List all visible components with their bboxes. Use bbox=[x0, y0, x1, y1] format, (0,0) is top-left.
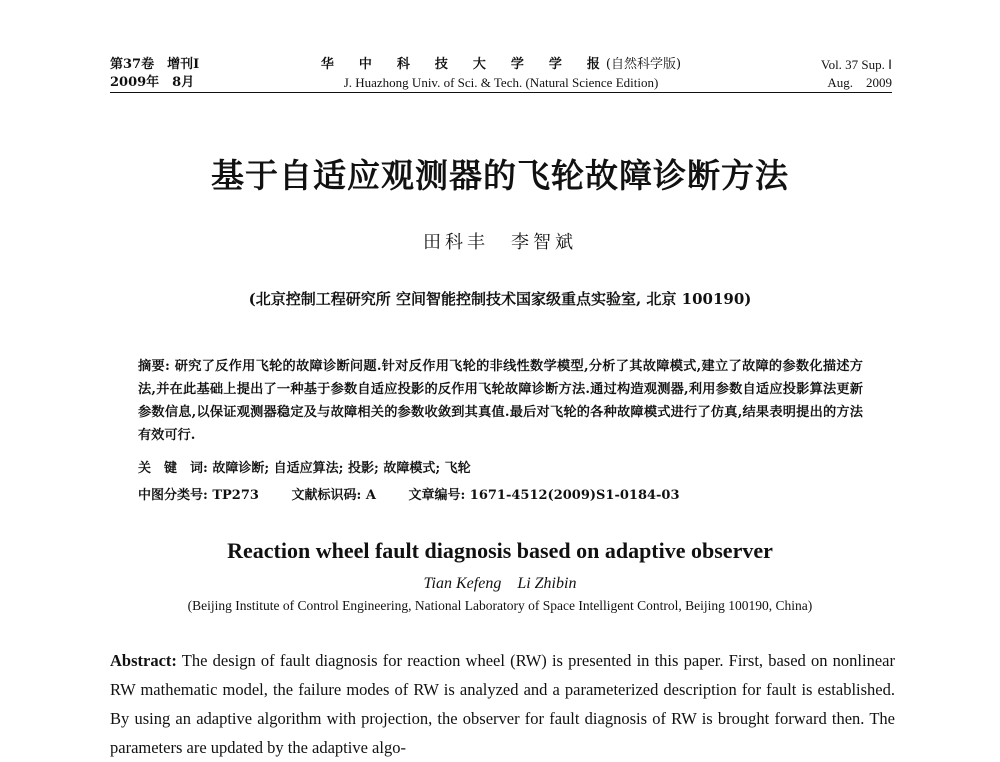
paper-title-cn: 基于自适应观测器的飞轮故障诊断方法 bbox=[211, 156, 789, 195]
doc-code-value: A bbox=[365, 488, 376, 503]
authors-cn: 田科丰 李智斌 bbox=[423, 232, 577, 253]
header-volume: 第37卷 增刊Ⅰ bbox=[110, 57, 200, 72]
journal-edition-cn: (自然科学版) bbox=[605, 57, 682, 72]
authors-en: Tian Kefeng Li Zhibin bbox=[423, 575, 577, 592]
abstract-cn-label: 摘要: bbox=[138, 359, 170, 374]
header-date-en: Aug. 2009 bbox=[827, 75, 892, 90]
journal-name-en: J. Huazhong Univ. of Sci. & Tech. (Natural Science Edition) bbox=[343, 75, 659, 90]
keywords-cn-text: 故障诊断; 自适应算法; 投影; 故障模式; 飞轮 bbox=[212, 461, 471, 476]
affiliation-en: (Beijing Institute of Control Engineering, National Laboratory of Space Intelligent Control, Beijing 100190, China) bbox=[187, 598, 813, 613]
abstract-en-text: The design of fault diagnosis for reaction wheel (RW) is presented in this paper. First, based on nonlinear RW mathematic model, the failure modes of RW is analyzed and a parameterized description for fault is established. By using an adaptive algorithm with projection, the observer for fault diagnosis of RW is brought forward then. The parameters are updated by the adaptive algo- bbox=[110, 651, 895, 757]
paper-title-en: Reaction wheel fault diagnosis based on adaptive observer bbox=[227, 538, 773, 563]
journal-name-cn bbox=[110, 56, 892, 74]
article-no-label: 文章编号: bbox=[408, 488, 466, 503]
classification-line bbox=[138, 484, 863, 503]
abstract-cn-text: 研究了反作用飞轮的故障诊断问题.针对反作用飞轮的非线性数学模型,分析了其故障模式,建立了故障的参数化描述方法,并在此基础上提出了一种基于参数自适应投影的反作用飞轮故障诊断方法.通过构造观测器,利用参数自适应投影算法更新参数信息,以保证观测器稳定及与故障相关的参数收敛到其真值.最后对飞轮的各种故障模式进行了仿真,结果表明提出的方法有效可行. bbox=[138, 359, 863, 443]
header-vol-en: Vol. 37 Sup. Ⅰ bbox=[820, 57, 892, 72]
abstract-en bbox=[110, 646, 895, 762]
abstract-cn bbox=[138, 355, 863, 447]
journal-header bbox=[110, 56, 892, 93]
journal-name-cn-text: 华 中 科 技 大 学 学 报 bbox=[320, 57, 606, 72]
header-date-cn: 2009年 8月 bbox=[110, 75, 195, 90]
keywords-cn-label: 关 键 词: bbox=[138, 461, 208, 476]
header-journal-name bbox=[110, 56, 892, 92]
header-volume-en bbox=[821, 56, 892, 92]
clc-value: TP273 bbox=[212, 488, 259, 503]
article-no-value: 1671-4512(2009)S1-0184-03 bbox=[469, 488, 680, 503]
clc-label: 中图分类号: bbox=[138, 488, 208, 503]
keywords-cn bbox=[138, 457, 863, 476]
affiliation-cn: (北京控制工程研究所 空间智能控制技术国家级重点实验室, 北京 100190) bbox=[248, 290, 752, 308]
abstract-en-label: Abstract: bbox=[110, 651, 177, 670]
doc-code-label: 文献标识码: bbox=[291, 488, 362, 503]
